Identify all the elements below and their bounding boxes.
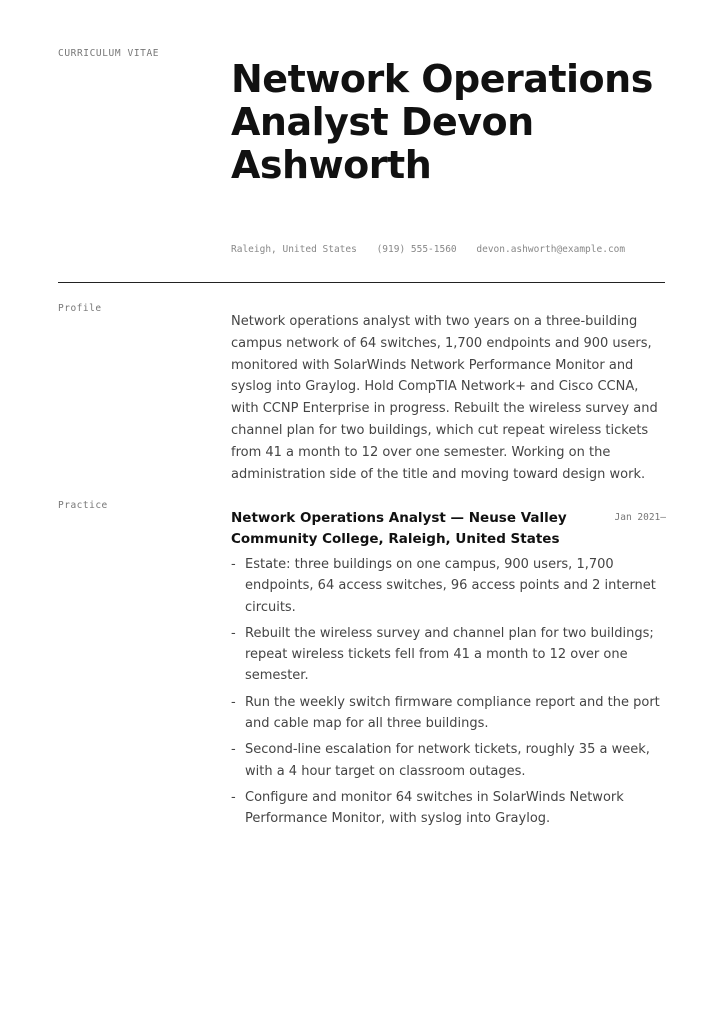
list-item (231, 692, 671, 735)
bullet-marker: - (231, 694, 236, 710)
header-divider (58, 282, 665, 283)
candidate-name: Network Operations Analyst Devon Ashworth (231, 57, 653, 187)
contact-line (231, 244, 639, 255)
contact-location: Raleigh, United States (231, 244, 357, 255)
bullet-text: Rebuilt the wireless survey and channel plan for two buildings; repeat wireless tickets fell from 41 a month to 12 over one semester. (245, 625, 654, 684)
role-bullet-list (231, 554, 671, 835)
section-label-profile: Profile (58, 303, 102, 314)
list-item (231, 739, 671, 782)
contact-phone: (919) 555-1560 (376, 244, 457, 255)
list-item (231, 787, 671, 830)
bullet-text: Estate: three buildings on one campus, 900 users, 1,700 endpoints, 64 access switches, 96 access points and 2 internet circuits. (245, 557, 656, 615)
list-item (231, 554, 671, 618)
bullet-text: Run the weekly switch firmware compliance report and the port and cable map for all three buildings. (245, 694, 660, 732)
role-dates: Jan 2021– (614, 512, 666, 523)
bullet-text: Second-line escalation for network tickets, roughly 35 a week, with a 4 hour target on classroom outages. (245, 742, 650, 779)
bullet-marker: - (231, 625, 236, 641)
profile-summary: Network operations analyst with two years on a three-building campus network of 64 switches, 1,700 endpoints and 900 users, monitored with SolarWinds Network Performance Monitor and syslog into Graylog. Hold CompTIA Network+ and Cisco CCNA, with CCNP Enterprise in progress. Rebuilt the wireless survey and channel plan for two buildings, which cut repeat wireless tickets from 41 a month to 12 over one semester. Working on the administration side of the title and moving toward design work. (231, 314, 658, 482)
contact-email: devon.ashworth@example.com (476, 244, 626, 255)
bullet-marker: - (231, 789, 236, 805)
list-item (231, 623, 671, 687)
bullet-marker: - (231, 742, 236, 758)
bullet-marker: - (231, 557, 236, 572)
role-title: Network Operations Analyst — Neuse Valley Community College, Raleigh, United States (231, 510, 567, 547)
bullet-text: Configure and monitor 64 switches in SolarWinds Network Performance Monitor, with syslog into Graylog. (245, 789, 624, 827)
document-label: CURRICULUM VITAE (58, 48, 160, 59)
section-label-practice: Practice (58, 500, 108, 511)
